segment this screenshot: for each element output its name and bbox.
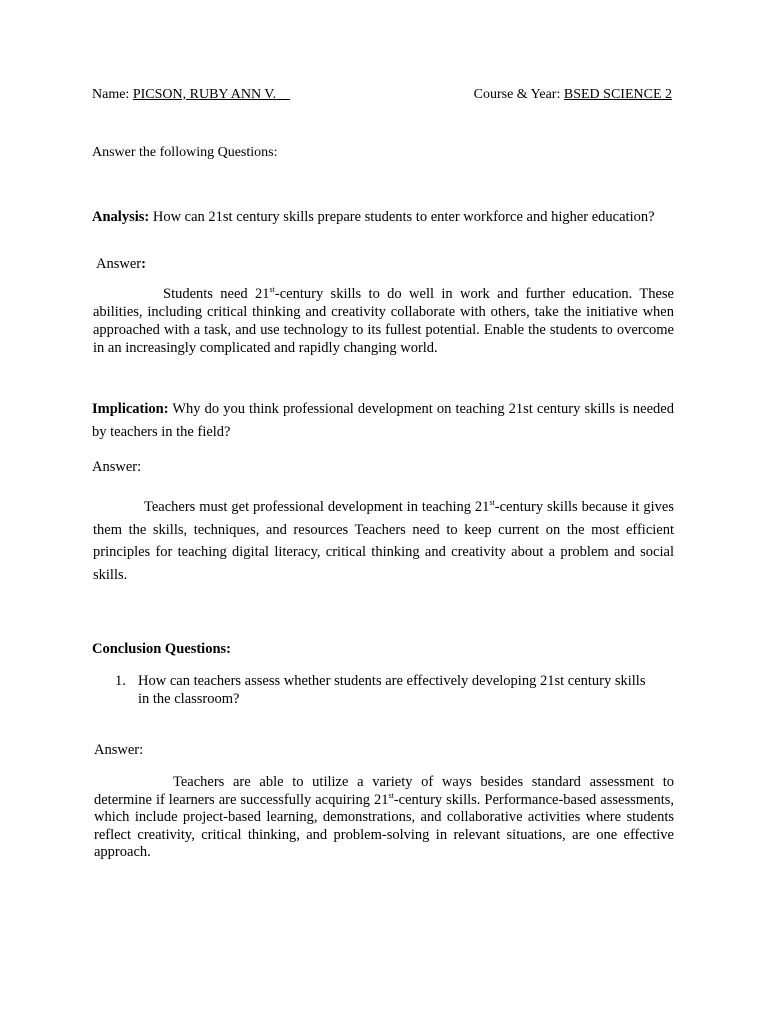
- analysis-question: [92, 208, 674, 226]
- name-label: Name:: [92, 87, 130, 102]
- conclusion-answer-label: Answer:: [94, 742, 144, 758]
- implication-question: [92, 398, 674, 444]
- name-field: [92, 87, 290, 103]
- conclusion-answer-text: Teachers are able to utilize a variety of ways besides standard assessment to determine if learners are successfully acquiring 21st-century skills. Performance-based assessments, which include project-based learning, demonstrations, and collaborative activities where students reflect creativity, critical thinking, and problem-solving in relevant situations, are one effective approach.: [94, 774, 674, 860]
- implication-question-text: Why do you think professional development on teaching 21st century skills is needed by teachers in the field?: [92, 401, 674, 440]
- instructions-text: Answer the following Questions:: [92, 145, 278, 160]
- implication-answer-label: Answer:: [92, 459, 142, 475]
- conclusion-item-number: 1.: [115, 673, 126, 689]
- conclusion-item-text: How can teachers assess whether students are effectively developing 21st century skills in the classroom?: [138, 673, 646, 707]
- course-year-field: [474, 87, 672, 103]
- name-value: PICSON, RUBY ANN V.: [132, 87, 277, 102]
- course-year-label: Course & Year:: [473, 87, 561, 102]
- analysis-answer-label: Answer:: [96, 256, 146, 272]
- implication-label: Implication:: [92, 401, 169, 417]
- course-year-value: BSED SCIENCE 2: [563, 87, 672, 102]
- conclusion-heading: Conclusion Questions:: [92, 641, 231, 657]
- analysis-label: Analysis:: [92, 209, 150, 225]
- analysis-answer-text: Students need 21st-century skills to do well in work and further education. These abilities, including critical thinking and creativity collaborate with others, take the initiative when approached with a task, and use technology to its fullest potential. Enable the students to overcome in an increasingly complicated and rapidly changing world.: [93, 285, 674, 356]
- analysis-question-text: How can 21st century skills prepare students to enter workforce and higher education?: [152, 209, 655, 225]
- implication-answer-text: Teachers must get professional development in teaching 21st-century skills because it gives them the skills, techniques, and resources Teachers need to keep current on the most efficient principles for teaching digital literacy, critical thinking and creativity about a problem and social skills.: [93, 498, 674, 583]
